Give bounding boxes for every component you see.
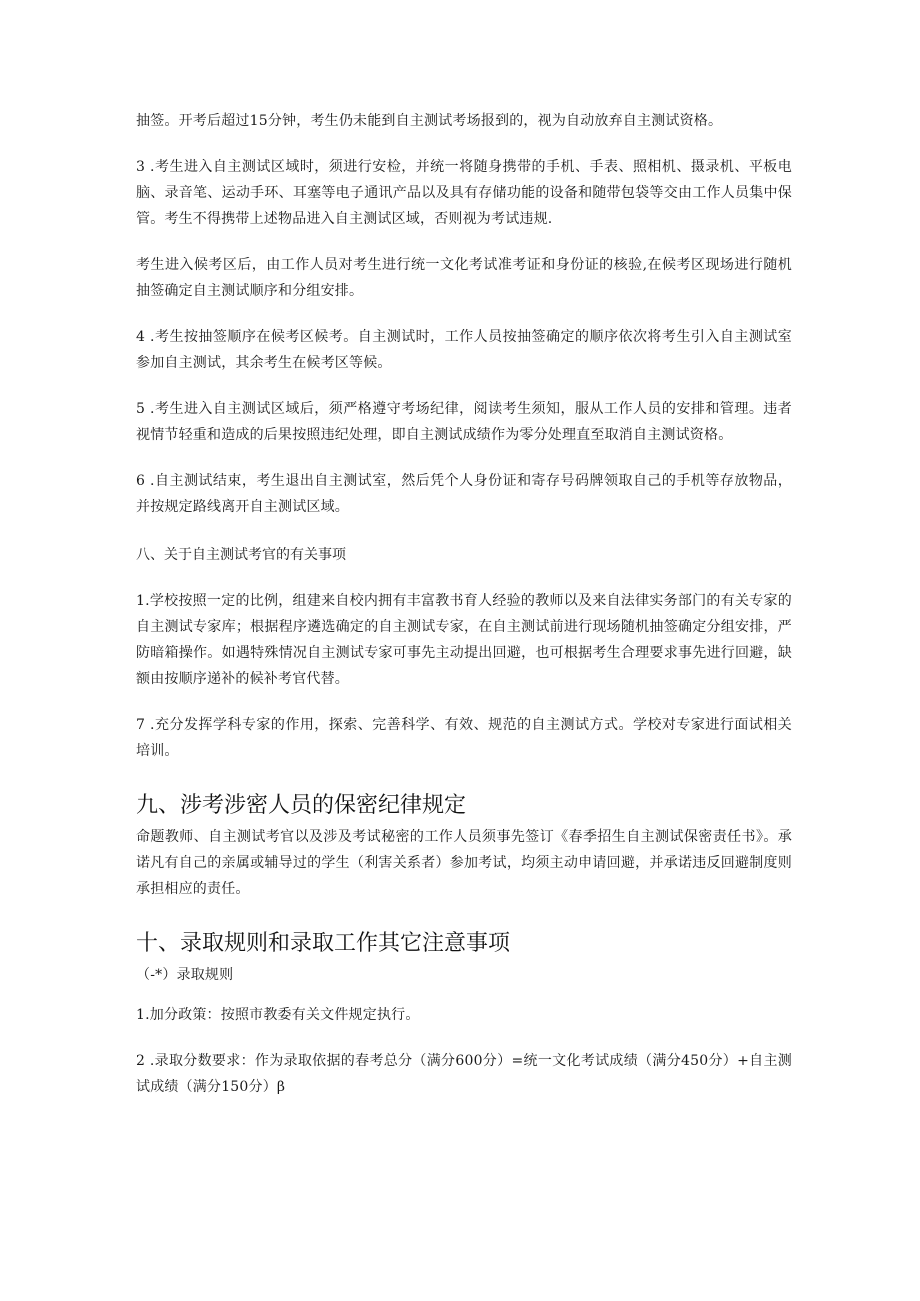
paragraph-item-4-waiting-order: 4 .考生按抽签顺序在候考区候考。自主测试时，工作人员按抽签确定的顺序依次将考生引入自主测试室参加自主测试，其余考生在候考区等候。: [136, 329, 792, 371]
section-10-paragraph-score-requirement: 2 .录取分数要求：作为录取依据的春考总分（满分600分）=统一文化考试成绩（满分450分）+自主测试成绩（满分150分）β: [136, 1053, 792, 1095]
paragraph-waiting-area-verification: 考生进入候考区后，由工作人员对考生进行统一文化考试准考证和身份证的核验,在候考区现场进行随机抽签确定自主测试顺序和分组安排。: [136, 257, 792, 299]
section-10-subheading-admission-rules: （-*）录取规则: [136, 967, 234, 983]
paragraph-item-6-exit: 6 .自主测试结束，考生退出自主测试室，然后凭个人身份证和寄存号码牌领取自己的手机等存放物品，并按规定路线离开自主测试区域。: [136, 473, 792, 515]
paragraph-item-3-security-check: 3 .考生进入自主测试区域时，须进行安检，并统一将随身携带的手机、手表、照相机、摄录机、平板电脑、录音笔、运动手环、耳塞等电子通讯产品以及具有存储功能的设备和随带包袋等交由工作人员集中保管。考生不得携带上述物品进入自主测试区域，否则视为考试违规.: [136, 159, 792, 227]
section-8-title: 八、关于自主测试考官的有关事项: [136, 547, 346, 563]
section-8-paragraph-1: 1.学校按照一定的比例，组建来自校内拥有丰富教书育人经验的教师以及来自法律实务部门的有关专家的自主测试专家库；根据程序遴选确定的自主测试专家，在自主测试前进行现场随机抽签确定分组安排，严防暗箱操作。如遇特殊情况自主测试专家可事先主动提出回避，也可根据考生合理要求事先进行回避，缺额由按顺序递补的候补考官代替。: [136, 593, 792, 687]
paragraph-lottery-continuation: 抽签。开考后超过15分钟，考生仍未能到自主测试考场报到的，视为自动放弃自主测试资格。: [136, 113, 723, 129]
section-9-heading: 九、涉考涉密人员的保密纪律规定: [136, 793, 467, 818]
section-9-paragraph: 命题教师、自主测试考官以及涉及考试秘密的工作人员须事先签订《春季招生自主测试保密责任书》。承诺凡有自己的亲属或辅导过的学生（利害关系者）参加考试，均须主动申请回避，并承诺违反回避制度则承担相应的责任。: [136, 829, 792, 897]
paragraph-item-5-discipline: 5 .考生进入自主测试区域后，须严格遵守考场纪律，阅读考生须知，服从工作人员的安排和管理。违者视情节轻重和造成的后果按照违纪处理，即自主测试成绩作为零分处理直至取消自主测试资格。: [136, 401, 792, 443]
section-10-heading: 十、录取规则和录取工作其它注意事项: [136, 931, 511, 956]
document-body: [136, 108, 792, 1120]
section-10-paragraph-bonus-policy: 1.加分政策：按照市教委有关文件规定执行。: [136, 1007, 420, 1023]
section-8-paragraph-7: 7 .充分发挥学科专家的作用，探索、完善科学、有效、规范的自主测试方式。学校对专家进行面试相关培训。: [136, 717, 792, 759]
